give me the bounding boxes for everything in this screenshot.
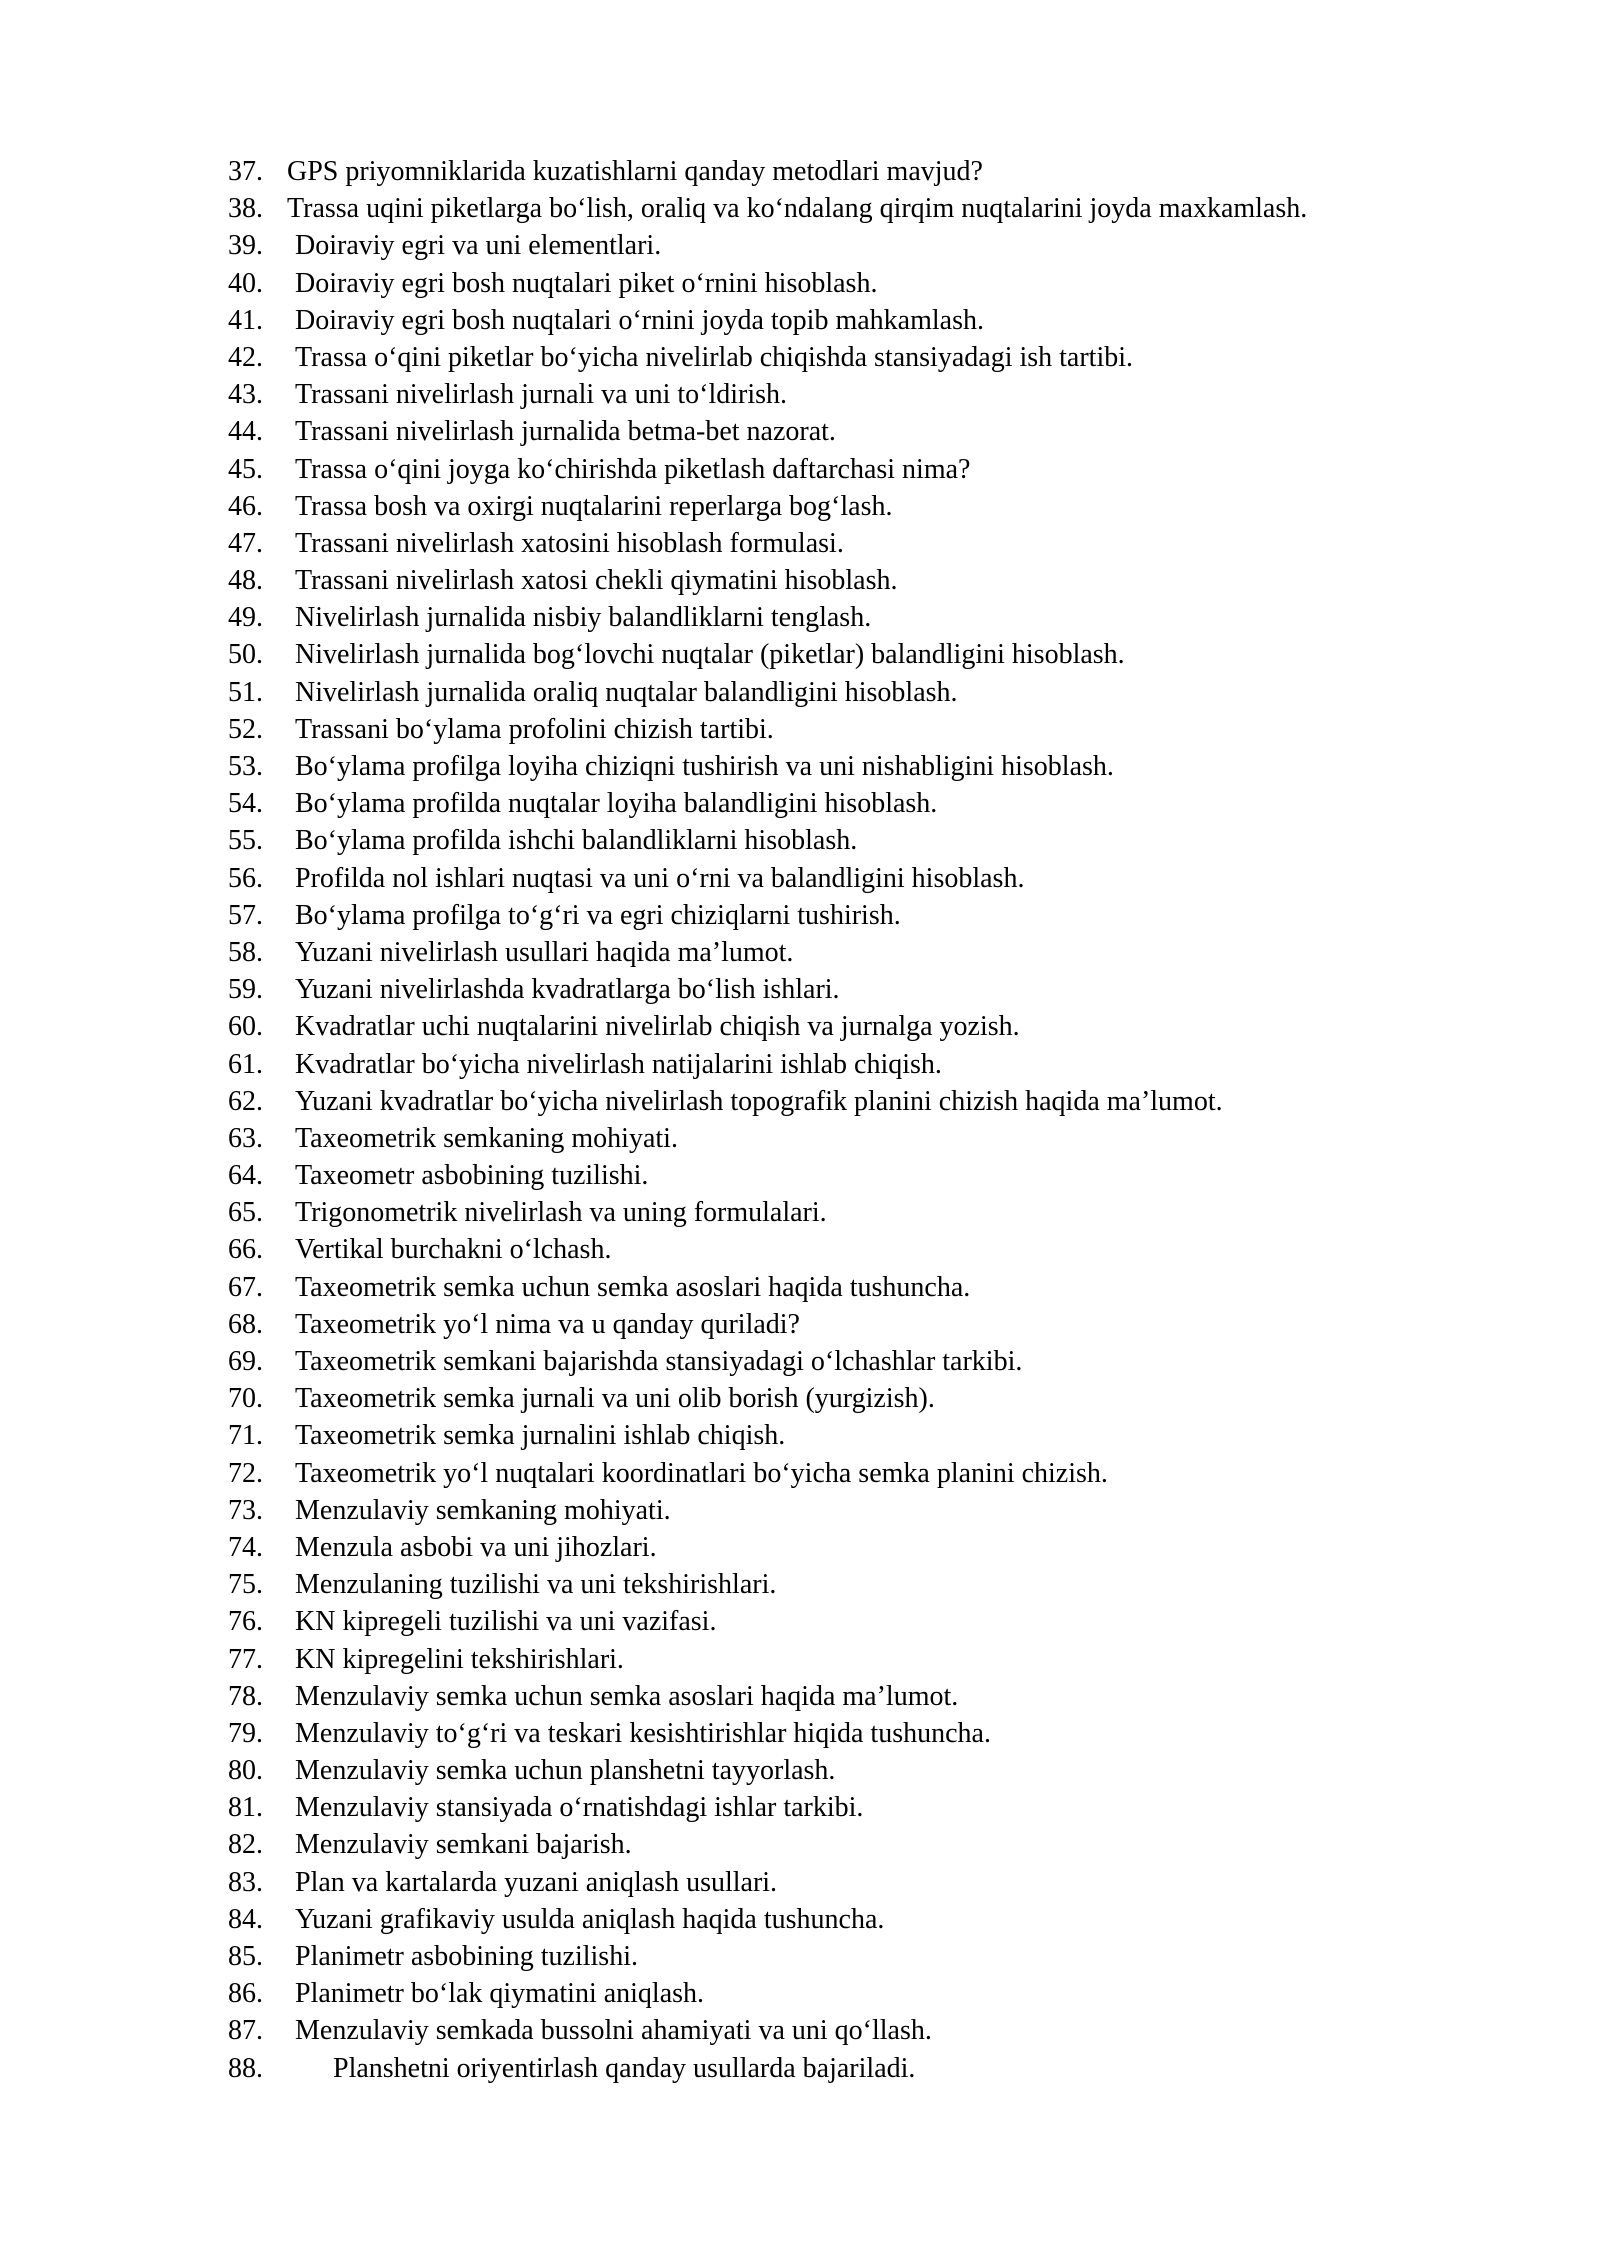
question-number: 39. bbox=[228, 230, 263, 262]
question-text: Bo‘ylama profilga loyiha chiziqni tushirish va uni nishabligini hisoblash. bbox=[295, 751, 1114, 782]
question-item bbox=[228, 1083, 1568, 1120]
question-item bbox=[228, 1566, 1568, 1603]
question-item bbox=[228, 1417, 1568, 1454]
question-text: KN kipregelini tekshirishlari. bbox=[295, 1643, 624, 1675]
question-text: Vertikal burchakni o‘lchash. bbox=[295, 1234, 612, 1266]
question-list bbox=[228, 153, 1568, 2087]
question-text: Menzulaviy stansiyada o‘rnatishdagi ishlar tarkibi. bbox=[295, 1792, 864, 1824]
question-item bbox=[228, 1826, 1568, 1863]
question-text: Doiraviy egri va uni elementlari. bbox=[295, 230, 662, 262]
question-text: Menzulaviy semkaning mohiyati. bbox=[295, 1494, 671, 1526]
question-text: Doiraviy egri bosh nuqtalari o‘rnini joyda topib mahkamlash. bbox=[295, 304, 984, 336]
question-item bbox=[228, 711, 1568, 748]
question-item bbox=[228, 302, 1568, 339]
question-text: GPS priyomniklarida kuzatishlarni qanday metodlari mavjud? bbox=[287, 156, 983, 187]
question-text: Trassa uqini piketlarga bo‘lish, oraliq va ko‘ndalang qirqim nuqtalarini joyda maxkamlash. bbox=[287, 193, 1308, 225]
question-item bbox=[228, 562, 1568, 599]
question-item bbox=[228, 1231, 1568, 1268]
question-item bbox=[228, 1046, 1568, 1083]
question-item bbox=[228, 1715, 1568, 1752]
question-number: 62. bbox=[228, 1085, 263, 1117]
question-text: Kvadratlar bo‘yicha nivelirlash natijalarini ishlab chiqish. bbox=[295, 1048, 942, 1080]
question-number: 49. bbox=[228, 602, 263, 634]
question-number: 48. bbox=[228, 565, 263, 597]
question-text: KN kipregeli tuzilishi va uni vazifasi. bbox=[295, 1606, 717, 1638]
question-number: 51. bbox=[228, 676, 263, 708]
question-number: 81. bbox=[228, 1792, 263, 1824]
question-number: 75. bbox=[228, 1569, 263, 1601]
question-number: 74. bbox=[228, 1531, 263, 1563]
question-number: 86. bbox=[228, 1978, 263, 2010]
question-item bbox=[228, 599, 1568, 636]
question-item bbox=[228, 1380, 1568, 1417]
question-text: Taxeometr asbobining tuzilishi. bbox=[295, 1160, 649, 1192]
question-number: 83. bbox=[228, 1866, 263, 1898]
question-text: Trassani nivelirlash jurnalida betma-bet nazorat. bbox=[295, 416, 836, 448]
question-text: Trassani bo‘ylama profolini chizish tartibi. bbox=[295, 713, 774, 745]
question-number: 40. bbox=[228, 267, 263, 299]
question-item bbox=[228, 1752, 1568, 1789]
question-number: 88. bbox=[228, 2052, 263, 2084]
question-number: 84. bbox=[228, 1903, 263, 1935]
question-text: Menzulaviy to‘g‘ri va teskari kesishtirishlar hiqida tushuncha. bbox=[295, 1717, 991, 1749]
question-number: 45. bbox=[228, 453, 263, 485]
question-item bbox=[228, 1789, 1568, 1826]
question-number: 60. bbox=[228, 1011, 263, 1043]
question-item bbox=[228, 1008, 1568, 1045]
question-text: Kvadratlar uchi nuqtalarini nivelirlab chiqish va jurnalga yozish. bbox=[295, 1011, 1020, 1043]
question-item bbox=[228, 1343, 1568, 1380]
question-text: Plan va kartalarda yuzani aniqlash usullari. bbox=[295, 1866, 778, 1898]
question-text: Bo‘ylama profilda ishchi balandliklarni hisoblash. bbox=[295, 825, 858, 857]
question-text: Bo‘ylama profilga to‘g‘ri va egri chiziqlarni tushirish. bbox=[295, 899, 901, 931]
question-number: 54. bbox=[228, 788, 263, 820]
question-item bbox=[228, 1269, 1568, 1306]
question-item bbox=[228, 971, 1568, 1008]
question-number: 52. bbox=[228, 713, 263, 745]
question-text: Taxeometrik semkaning mohiyati. bbox=[295, 1122, 678, 1154]
question-text: Planshetni oriyentirlash qanday usullarda bajariladi. bbox=[333, 2052, 916, 2084]
question-number: 80. bbox=[228, 1755, 263, 1787]
question-number: 85. bbox=[228, 1941, 263, 1972]
question-number: 42. bbox=[228, 341, 263, 373]
question-text: Yuzani kvadratlar bo‘yicha nivelirlash topografik planini chizish haqida ma’lumot. bbox=[295, 1085, 1223, 1117]
question-item bbox=[228, 339, 1568, 376]
question-text: Trassa bosh va oxirgi nuqtalarini reperlarga bog‘lash. bbox=[295, 490, 893, 522]
question-item bbox=[228, 451, 1568, 488]
question-item bbox=[228, 748, 1568, 785]
question-text: Menzulaviy semkani bajarish. bbox=[295, 1829, 632, 1861]
question-number: 87. bbox=[228, 2015, 263, 2047]
question-text: Taxeometrik semka jurnali va uni olib borish (yurgizish). bbox=[295, 1383, 935, 1415]
question-number: 69. bbox=[228, 1346, 263, 1377]
question-number: 68. bbox=[228, 1308, 263, 1340]
question-text: Bo‘ylama profilda nuqtalar loyiha balandligini hisoblash. bbox=[295, 788, 938, 820]
question-item bbox=[228, 525, 1568, 562]
question-text: Menzulaviy semka uchun semka asoslari haqida ma’lumot. bbox=[295, 1680, 959, 1712]
question-text: Trassani nivelirlash xatosi chekli qiymatini hisoblash. bbox=[295, 565, 898, 597]
question-text: Profilda nol ishlari nuqtasi va uni o‘rni va balandligini hisoblash. bbox=[295, 862, 1025, 894]
question-item bbox=[228, 1603, 1568, 1640]
question-text: Nivelirlash jurnalida oraliq nuqtalar balandligini hisoblash. bbox=[295, 676, 958, 708]
question-item bbox=[228, 674, 1568, 711]
question-text: Menzulaviy semka uchun planshetni tayyorlash. bbox=[295, 1755, 836, 1787]
question-number: 79. bbox=[228, 1717, 263, 1749]
question-item bbox=[228, 934, 1568, 971]
question-number: 41. bbox=[228, 304, 263, 336]
question-number: 64. bbox=[228, 1160, 263, 1192]
question-item bbox=[228, 1455, 1568, 1492]
question-number: 63. bbox=[228, 1122, 263, 1154]
question-text: Planimetr asbobining tuzilishi. bbox=[295, 1941, 638, 1972]
question-number: 37. bbox=[228, 156, 263, 187]
question-number: 47. bbox=[228, 527, 263, 559]
question-item bbox=[228, 2050, 1568, 2087]
question-item bbox=[228, 153, 1568, 190]
question-text: Taxeometrik semka uchun semka asoslari haqida tushuncha. bbox=[295, 1271, 971, 1303]
question-text: Taxeometrik yo‘l nima va u qanday quriladi? bbox=[295, 1308, 800, 1340]
question-number: 38. bbox=[228, 193, 263, 225]
question-item bbox=[228, 1975, 1568, 2012]
question-number: 59. bbox=[228, 974, 263, 1006]
question-text: Trigonometrik nivelirlash va uning formulalari. bbox=[295, 1197, 827, 1229]
question-number: 71. bbox=[228, 1420, 263, 1452]
question-item bbox=[228, 1901, 1568, 1938]
question-text: Taxeometrik semka jurnalini ishlab chiqish. bbox=[295, 1420, 786, 1452]
question-text: Nivelirlash jurnalida nisbiy balandliklarni tenglash. bbox=[295, 602, 872, 634]
question-text: Doiraviy egri bosh nuqtalari piket o‘rnini hisoblash. bbox=[295, 267, 878, 299]
question-text: Trassa o‘qini joyga ko‘chirishda piketlash daftarchasi nima? bbox=[295, 453, 971, 485]
question-number: 72. bbox=[228, 1457, 263, 1489]
question-number: 76. bbox=[228, 1606, 263, 1638]
question-item bbox=[228, 413, 1568, 450]
question-number: 67. bbox=[228, 1271, 263, 1303]
question-item bbox=[228, 860, 1568, 897]
question-text: Yuzani grafikaviy usulda aniqlash haqida tushuncha. bbox=[295, 1903, 885, 1935]
question-number: 78. bbox=[228, 1680, 263, 1712]
question-item bbox=[228, 2012, 1568, 2049]
question-number: 65. bbox=[228, 1197, 263, 1229]
question-item bbox=[228, 785, 1568, 822]
question-number: 77. bbox=[228, 1643, 263, 1675]
question-item bbox=[228, 822, 1568, 859]
question-number: 46. bbox=[228, 490, 263, 522]
question-text: Trassani nivelirlash xatosini hisoblash formulasi. bbox=[295, 527, 844, 559]
question-text: Nivelirlash jurnalida bog‘lovchi nuqtalar (piketlar) balandligini hisoblash. bbox=[295, 639, 1125, 671]
question-number: 70. bbox=[228, 1383, 263, 1415]
question-item bbox=[228, 1864, 1568, 1901]
question-number: 82. bbox=[228, 1829, 263, 1861]
question-item bbox=[228, 488, 1568, 525]
question-item bbox=[228, 376, 1568, 413]
question-number: 66. bbox=[228, 1234, 263, 1266]
question-item bbox=[228, 1529, 1568, 1566]
question-text: Trassani nivelirlash jurnali va uni to‘ldirish. bbox=[295, 379, 788, 411]
question-number: 55. bbox=[228, 825, 263, 857]
question-item bbox=[228, 897, 1568, 934]
question-text: Menzula asbobi va uni jihozlari. bbox=[295, 1531, 657, 1563]
question-number: 43. bbox=[228, 379, 263, 411]
question-item bbox=[228, 227, 1568, 264]
question-item bbox=[228, 636, 1568, 673]
question-item bbox=[228, 1120, 1568, 1157]
question-number: 56. bbox=[228, 862, 263, 894]
question-item bbox=[228, 1678, 1568, 1715]
question-text: Yuzani nivelirlashda kvadratlarga bo‘lish ishlari. bbox=[295, 974, 840, 1006]
question-item bbox=[228, 1306, 1568, 1343]
question-number: 58. bbox=[228, 936, 263, 968]
question-text: Trassa o‘qini piketlar bo‘yicha nivelirlab chiqishda stansiyadagi ish tartibi. bbox=[295, 341, 1134, 373]
question-text: Taxeometrik semkani bajarishda stansiyadagi o‘lchashlar tarkibi. bbox=[295, 1346, 1023, 1377]
question-item bbox=[228, 1492, 1568, 1529]
question-item bbox=[228, 1641, 1568, 1678]
question-number: 53. bbox=[228, 751, 263, 782]
question-item bbox=[228, 265, 1568, 302]
question-text: Menzulaviy semkada bussolni ahamiyati va uni qo‘llash. bbox=[295, 2015, 932, 2047]
question-text: Yuzani nivelirlash usullari haqida ma’lumot. bbox=[295, 936, 794, 968]
question-number: 50. bbox=[228, 639, 263, 671]
question-number: 44. bbox=[228, 416, 263, 448]
question-item bbox=[228, 190, 1568, 227]
question-item bbox=[228, 1938, 1568, 1975]
question-number: 57. bbox=[228, 899, 263, 931]
question-number: 73. bbox=[228, 1494, 263, 1526]
question-text: Taxeometrik yo‘l nuqtalari koordinatlari bo‘yicha semka planini chizish. bbox=[295, 1457, 1108, 1489]
question-text: Planimetr bo‘lak qiymatini aniqlash. bbox=[295, 1978, 705, 2010]
question-item bbox=[228, 1157, 1568, 1194]
question-number: 61. bbox=[228, 1048, 263, 1080]
question-text: Menzulaning tuzilishi va uni tekshirishlari. bbox=[295, 1569, 777, 1601]
question-item bbox=[228, 1194, 1568, 1231]
